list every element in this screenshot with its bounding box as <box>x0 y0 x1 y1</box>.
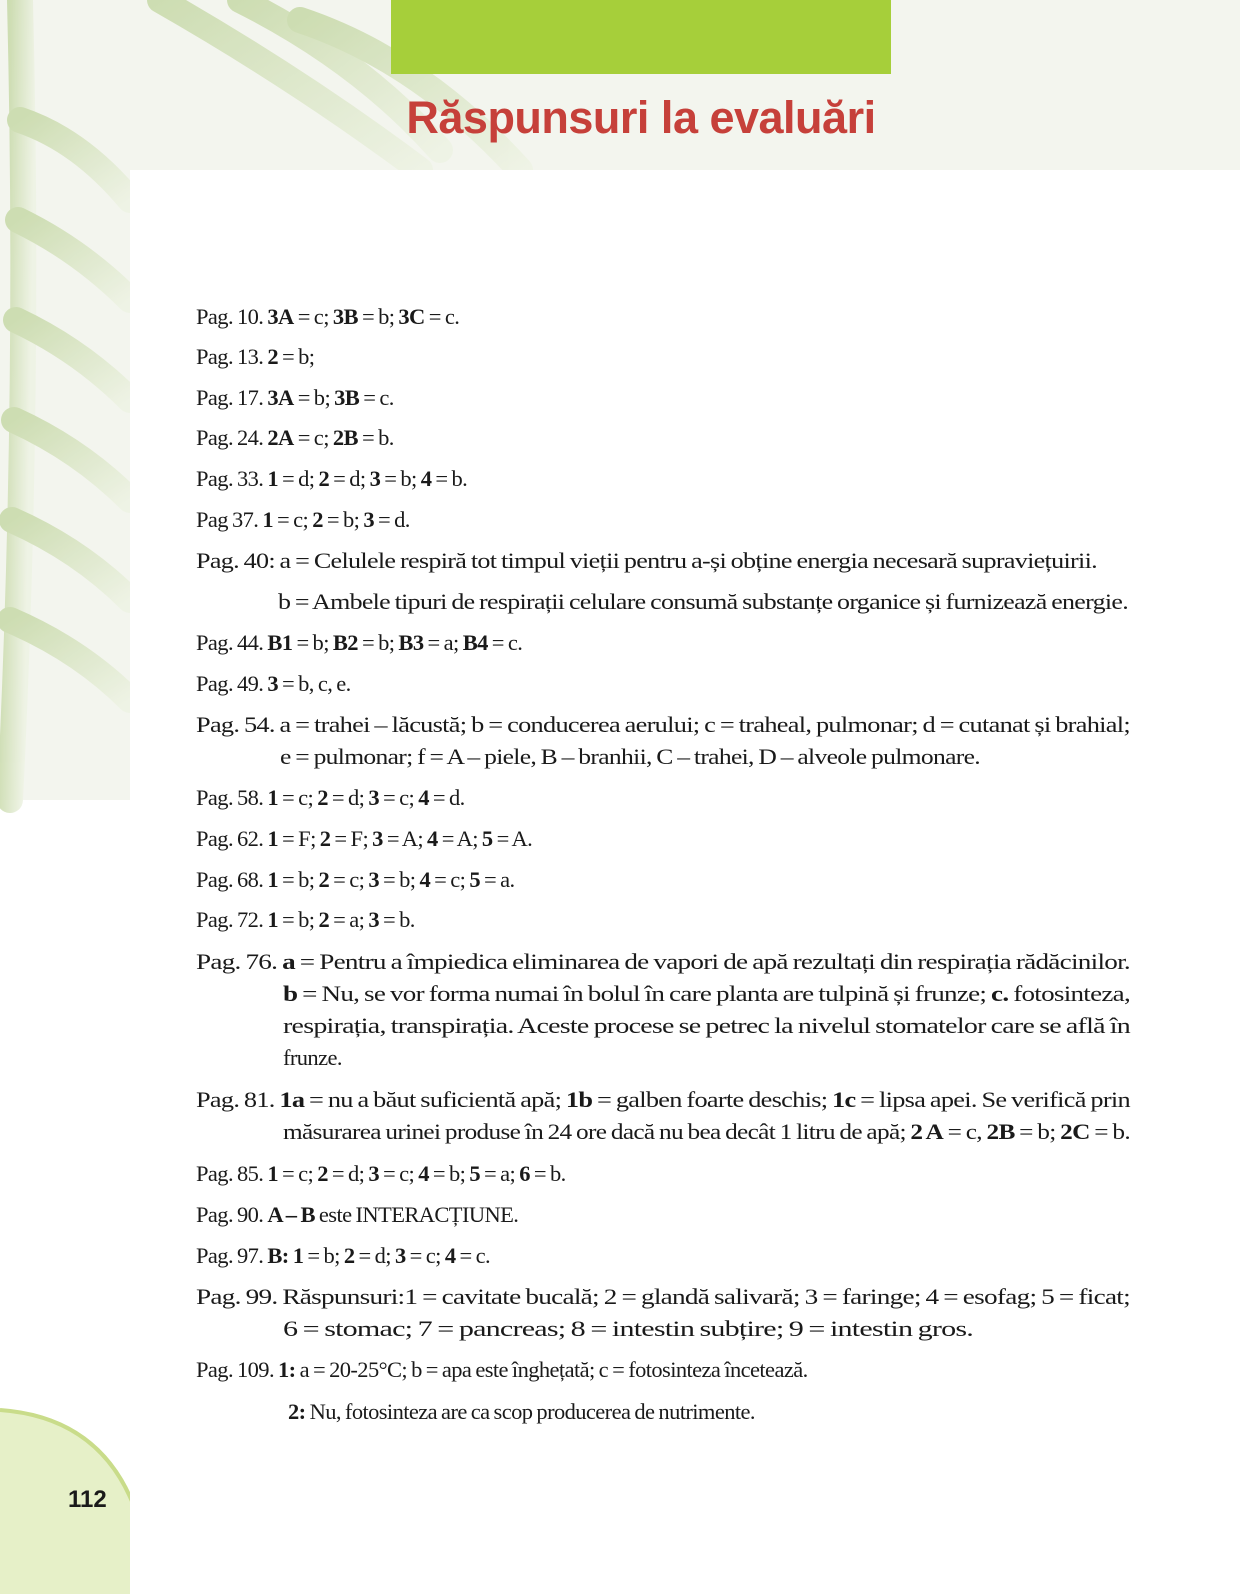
answer-key: 2: <box>288 1399 306 1424</box>
answer-text: Pag. 10. <box>196 304 268 329</box>
answer-key: 3 <box>368 785 379 810</box>
answer-line <box>196 425 394 451</box>
answer-line <box>196 385 394 411</box>
answer-key: B3 <box>398 630 424 655</box>
answer-key: 3B <box>332 304 358 329</box>
answer-text: = c; <box>329 867 369 892</box>
answer-key: 3 <box>363 507 374 532</box>
answer-text: = c; <box>293 304 333 329</box>
answer-text: Pag. 72. <box>196 907 268 932</box>
answer-text: este INTERACȚIUNE. <box>314 1202 519 1227</box>
answer-key: 3 <box>372 826 383 851</box>
answer-text: Pag. 33. <box>196 466 268 491</box>
answer-key: 4 <box>418 785 429 810</box>
answer-text: Pag. 109. <box>196 1357 279 1382</box>
answer-text: = a; <box>329 907 369 932</box>
answer-text: = d. <box>373 507 410 532</box>
answer-text: = b, c, e. <box>278 671 351 696</box>
answer-key: 5 <box>469 1161 480 1186</box>
answer-key: 3 <box>368 907 379 932</box>
answer-key: 1b <box>565 1087 593 1112</box>
answer-line <box>196 1243 490 1269</box>
answer-text: = d; <box>329 466 370 491</box>
answer-text: = c; <box>272 507 313 532</box>
answer-line <box>196 867 515 893</box>
answer-text: = a; <box>479 1161 520 1186</box>
answer-text: = b; <box>293 385 335 410</box>
answer-text: = c. <box>359 385 394 410</box>
answer-key: 3A <box>267 304 294 329</box>
answer-text: = d; <box>327 785 369 810</box>
answer-key: 2 <box>343 1243 355 1268</box>
answer-text: = c. <box>487 630 523 655</box>
answer-key: 2 A <box>910 1119 944 1144</box>
answer-text: = b; <box>357 630 399 655</box>
answer-line <box>280 744 980 770</box>
answer-text: = d; <box>327 1161 369 1186</box>
answer-line <box>283 1316 973 1342</box>
answer-key: 6 <box>519 1161 530 1186</box>
answer-key: 4 <box>419 867 431 892</box>
answer-text: Pag. 54. a = trahei – lăcustă; b = conducerea aerului; c = traheal, pulmonar; d = cutanat și brahial; <box>196 712 1130 737</box>
answer-text: = Nu, se vor forma numai în bolul în care planta are tulpină și frunze; <box>297 981 992 1006</box>
answer-key: 1 <box>267 1161 279 1186</box>
answer-key: 2C <box>1060 1119 1090 1144</box>
answer-text: Pag 37. <box>196 507 263 532</box>
answer-text: = b; <box>278 907 319 932</box>
answer-text: Pag. 17. <box>196 385 268 410</box>
answer-text: = a; <box>423 630 463 655</box>
answer-text: Pag. 68. <box>196 867 268 892</box>
answer-key: 2 <box>319 826 331 851</box>
answer-key: 1: <box>278 1357 296 1382</box>
answer-key: B4 <box>462 630 488 655</box>
answer-text: respirația, transpirația. Aceste procese se petrec la nivelul stomatelor care se află în <box>283 1013 1130 1038</box>
header-accent-bar <box>391 0 891 74</box>
answer-key: 4 <box>427 826 438 851</box>
answer-text: Pag. 13. <box>196 344 268 369</box>
answer-text: Pag. 62. <box>196 826 268 851</box>
answer-text: = A; <box>437 826 482 851</box>
answer-key: 3 <box>368 1161 379 1186</box>
answer-key: 1 <box>267 785 279 810</box>
answer-key: b <box>283 981 298 1006</box>
answer-text: = b. <box>379 907 415 932</box>
answer-text: = d. <box>428 785 465 810</box>
answer-text: = b; <box>380 466 421 491</box>
answer-text: Pag. 24. <box>196 425 268 450</box>
answer-text: = b; <box>357 304 399 329</box>
answer-text: Nu, fotosinteza are ca scop producerea de nutrimente. <box>305 1399 755 1424</box>
answer-text: = c. <box>455 1243 491 1268</box>
answer-line <box>196 785 465 811</box>
answer-key: 5 <box>469 867 480 892</box>
answer-key: A – B <box>267 1202 315 1227</box>
answer-text: = b. <box>431 466 468 491</box>
answer-key: 2 <box>318 867 330 892</box>
answer-key: c. <box>991 981 1009 1006</box>
answer-text: = c; <box>405 1243 445 1268</box>
answer-text: Pag. 58. <box>196 785 268 810</box>
answer-line <box>196 712 1130 738</box>
answer-line <box>196 671 351 697</box>
answer-text: Pag. 44. <box>196 630 268 655</box>
answer-text: = F; <box>330 826 373 851</box>
answer-key: 2A <box>267 425 294 450</box>
answer-key: 1a <box>279 1087 305 1112</box>
answer-text: = b; <box>278 867 319 892</box>
answer-key: 1 <box>292 1243 304 1268</box>
answer-line <box>196 304 459 330</box>
answer-key: 3 <box>267 671 279 696</box>
answer-text: = b; <box>303 1243 344 1268</box>
answer-line <box>196 507 410 533</box>
answer-text: Pag. 97. <box>196 1243 268 1268</box>
answer-line <box>283 1045 342 1071</box>
answer-line <box>196 1284 1130 1310</box>
answer-line <box>283 981 1130 1007</box>
answer-line <box>196 548 1097 574</box>
answer-key: a <box>282 949 295 974</box>
answer-key: 2 <box>317 785 328 810</box>
page-title: Răspunsuri la evaluări <box>406 92 876 143</box>
answer-key: 4 <box>418 1161 429 1186</box>
answer-text: frunze. <box>283 1045 342 1070</box>
answer-line <box>196 1161 566 1187</box>
answer-key: 4 <box>420 466 432 491</box>
answer-text: = b; <box>1014 1119 1061 1144</box>
answer-text: = A; <box>382 826 428 851</box>
page-number: 112 <box>68 1486 107 1513</box>
answer-line <box>196 466 467 492</box>
answer-key: 2 <box>317 1161 328 1186</box>
answer-key: 4 <box>444 1243 456 1268</box>
answer-key: 2B <box>332 425 358 450</box>
answer-line <box>283 1119 1130 1145</box>
answer-text: Pag. 85. <box>196 1161 268 1186</box>
answer-key: 1 <box>267 826 279 851</box>
answer-text: Pag. 90. <box>196 1202 268 1227</box>
answer-text: = b. <box>1089 1119 1130 1144</box>
answer-line <box>196 344 314 370</box>
answer-text: = c; <box>430 867 470 892</box>
answer-text: = c. <box>424 304 460 329</box>
answer-key: 3 <box>394 1243 406 1268</box>
answer-text: = c; <box>379 785 419 810</box>
answer-key: 1 <box>267 907 279 932</box>
answer-text: = c; <box>379 1161 419 1186</box>
answer-text: = d; <box>354 1243 395 1268</box>
answer-line <box>288 1399 755 1425</box>
answer-key: 2 <box>318 907 330 932</box>
answer-line <box>196 1087 1130 1113</box>
answer-text: b = Ambele tipuri de respirații celulare consumă substanțe organice și furnizează energie. <box>278 589 1128 614</box>
answer-line <box>196 907 415 933</box>
answer-text: = b; <box>278 344 315 369</box>
answer-text: = nu a băut suficientă apă; <box>304 1087 566 1112</box>
answer-key: 1 <box>267 867 279 892</box>
answer-key: 3 <box>369 466 381 491</box>
answer-key: 5 <box>481 826 493 851</box>
answer-text: = b; <box>428 1161 470 1186</box>
answer-key: 1 <box>267 466 279 491</box>
answer-line <box>283 1013 1130 1039</box>
answer-text: a = 20-25°C; b = apa este înghețată; c = fotosinteza încetează. <box>295 1357 808 1382</box>
answer-key: 2 <box>312 507 323 532</box>
answer-text: = F; <box>278 826 320 851</box>
answer-text: = b; <box>379 867 420 892</box>
answer-text: = A. <box>492 826 533 851</box>
answer-line <box>196 1357 808 1383</box>
answer-key: 3A <box>267 385 294 410</box>
answer-key: B1 <box>267 630 293 655</box>
answer-text: = Pentru a împiedica eliminarea de vapori de apă rezultați din respirația rădăcinilor. <box>294 949 1130 974</box>
answer-text: măsurarea urinei produse în 24 ore dacă nu bea decât 1 litru de apă; <box>283 1119 911 1144</box>
answer-text: fotosinteza, <box>1008 981 1130 1006</box>
answer-text: Pag. 99. Răspunsuri:1 = cavitate bucală; 2 = glandă salivară; 3 = faringe; 4 = esofag; 5 = ficat; <box>196 1284 1130 1309</box>
answer-text: = c; <box>293 425 333 450</box>
answer-key: B: <box>267 1243 289 1268</box>
answer-text: = lipsa apei. Se verifică prin <box>855 1087 1130 1112</box>
answer-text: Pag. 49. <box>196 671 268 696</box>
answer-text: = b; <box>322 507 364 532</box>
answer-text: Pag. 40: a = Celulele respiră tot timpul vieții pentru a-și obține energia necesară supraviețuirii. <box>196 548 1097 573</box>
answer-text: e = pulmonar; f = A – piele, B – branhii, C – trahei, D – alveole pulmonare. <box>280 744 980 769</box>
answer-text: = b. <box>529 1161 566 1186</box>
answer-text: = b; <box>292 630 333 655</box>
answer-text: = galben foarte deschis; <box>592 1087 833 1112</box>
answer-text: = c; <box>278 1161 318 1186</box>
answer-key: 3 <box>368 867 379 892</box>
answer-key: 2B <box>986 1119 1015 1144</box>
answer-line <box>196 949 1130 975</box>
answer-key: 2 <box>318 466 330 491</box>
answer-text: = b. <box>357 425 394 450</box>
answer-text: = c; <box>278 785 318 810</box>
answer-text: = d; <box>278 466 319 491</box>
answer-line <box>278 589 1128 615</box>
answer-key: 3C <box>398 304 425 329</box>
answer-line <box>196 1202 518 1228</box>
answer-line <box>196 826 532 852</box>
answer-text: = a. <box>479 867 515 892</box>
answer-text: = c, <box>943 1119 987 1144</box>
answer-key: 2 <box>267 344 279 369</box>
answer-text: Pag. 76. <box>196 949 283 974</box>
answer-line <box>196 630 522 656</box>
answer-text: 6 = stomac; 7 = pancreas; 8 = intestin subțire; 9 = intestin gros. <box>283 1316 973 1341</box>
answer-text: Pag. 81. <box>196 1087 280 1112</box>
answer-key: 3B <box>334 385 360 410</box>
answer-key: 1c <box>832 1087 856 1112</box>
answer-key: B2 <box>332 630 358 655</box>
answer-key: 1 <box>262 507 273 532</box>
